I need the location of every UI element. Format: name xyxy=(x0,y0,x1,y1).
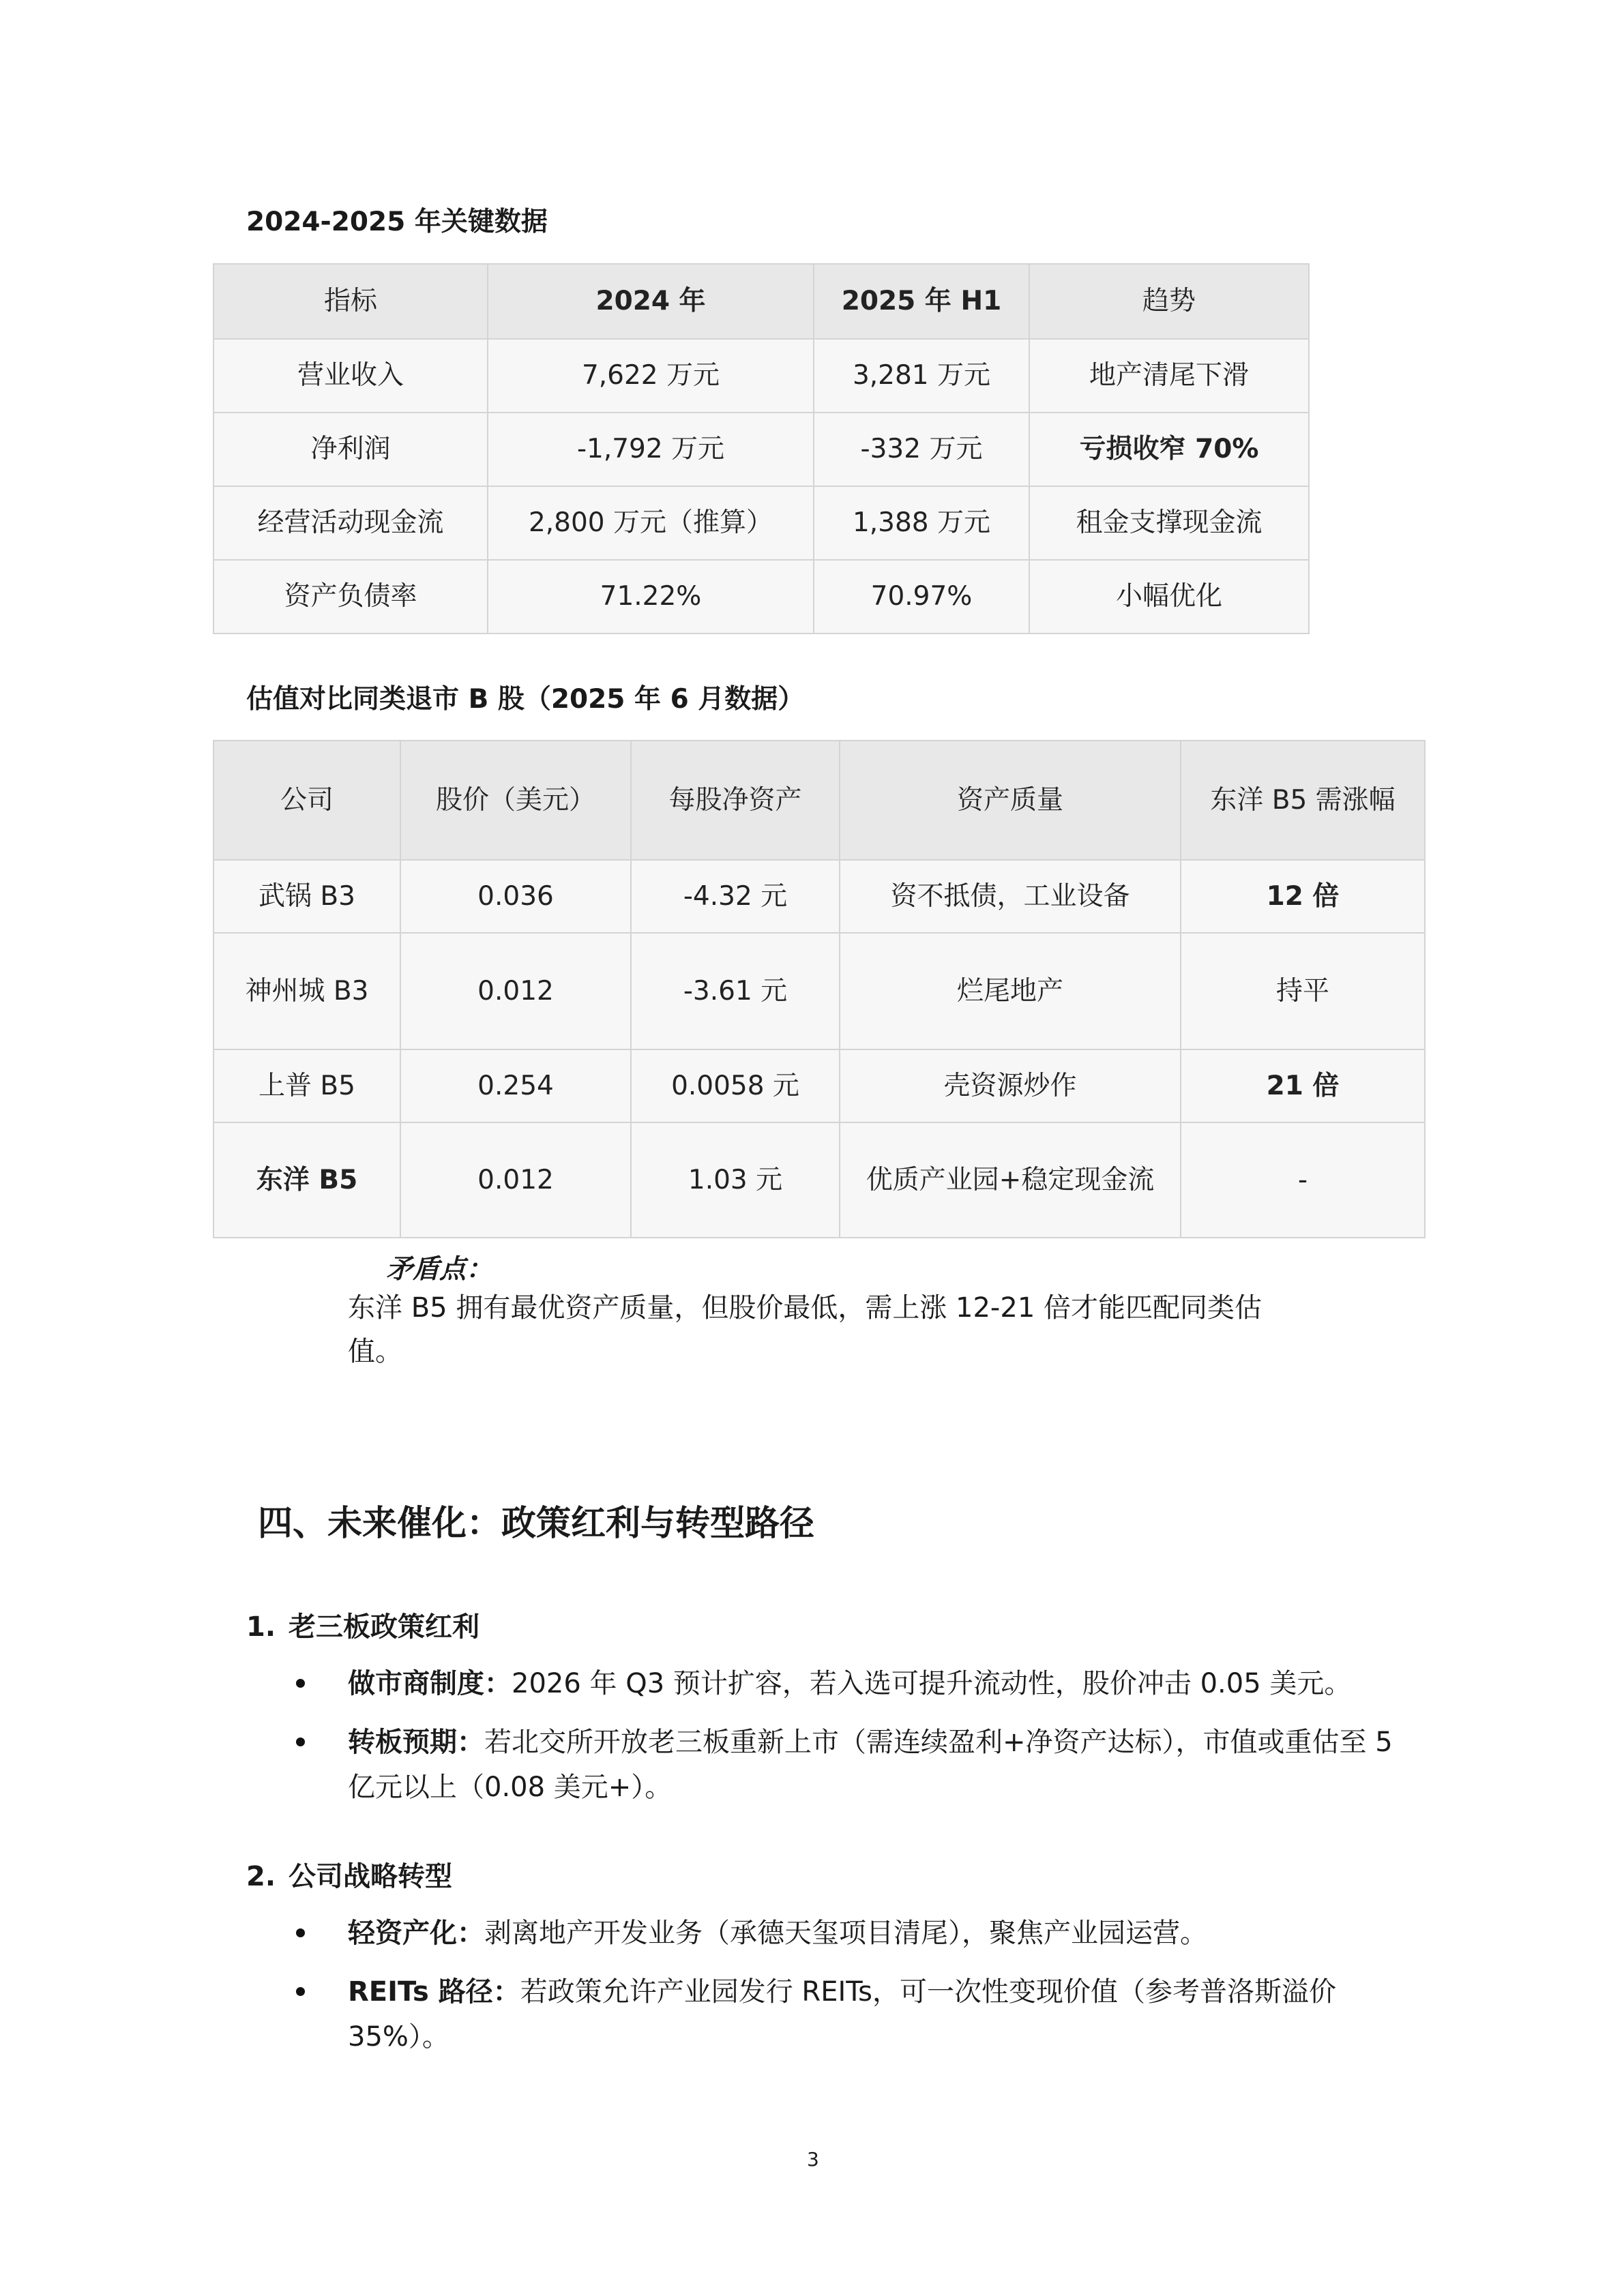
table-cell: -4.32 元 xyxy=(631,860,840,933)
table1-caption: 2024-2025 年关键数据 xyxy=(246,207,548,237)
table-cell: 0.254 xyxy=(400,1049,631,1122)
table-cell: 武锅 B3 xyxy=(213,860,400,933)
table-row xyxy=(213,933,1425,1049)
table-header-cell: 每股净资产 xyxy=(631,741,840,860)
item-lead: REITs 路径： xyxy=(348,1976,520,2008)
table-cell: 0.012 xyxy=(400,1122,631,1238)
table-header-cell: 2025 年 H1 xyxy=(814,264,1029,339)
item-text: 若政策允许产业园发行 REITs，可一次性变现价值（参考普洛斯溢价 35%）。 xyxy=(348,1976,1336,2053)
table-row xyxy=(213,1122,1425,1238)
table-cell: 租金支撑现金流 xyxy=(1029,486,1309,560)
table-cell: 资不抵债，工业设备 xyxy=(840,860,1181,933)
table-cell: 持平 xyxy=(1181,933,1425,1049)
table-cell: 优质产业园+稳定现金流 xyxy=(840,1122,1181,1238)
table-header-cell: 公司 xyxy=(213,741,400,860)
subsection-title: 老三板政策红利 xyxy=(289,1611,479,1643)
table-cell: 亏损收窄 70% xyxy=(1029,413,1309,486)
table-cell: 营业收入 xyxy=(213,339,488,413)
table-cell: -1,792 万元 xyxy=(488,413,814,486)
list-item xyxy=(348,1911,1398,1956)
table-cell: 2,800 万元（推算） xyxy=(488,486,814,560)
note-text: 东洋 B5 拥有最优资产质量，但股价最低，需上涨 12-21 倍才能匹配同类估值。 xyxy=(348,1292,1262,1367)
list-item xyxy=(348,1969,1398,2059)
note-title: 矛盾点： xyxy=(386,1254,493,1285)
subsection-number: 1. xyxy=(246,1611,276,1643)
table-cell: 东洋 B5 xyxy=(213,1122,400,1238)
subsection-title: 公司战略转型 xyxy=(289,1861,452,1892)
table-row xyxy=(213,860,1425,933)
table-cell: 0.036 xyxy=(400,860,631,933)
item-text: 若北交所开放老三板重新上市（需连续盈利+净资产达标），市值或重估至 5 亿元以上（0.08 美元+）。 xyxy=(348,1727,1393,1803)
bullet-icon xyxy=(296,1738,305,1746)
bullet-list xyxy=(348,1911,1398,2059)
table-cell: 资产负债率 xyxy=(213,560,488,633)
subsection-heading xyxy=(246,1605,479,1644)
table-cell: 小幅优化 xyxy=(1029,560,1309,633)
table-cell: 12 倍 xyxy=(1181,860,1425,933)
key-data-table xyxy=(213,263,1310,634)
table-cell: 7,622 万元 xyxy=(488,339,814,413)
section-heading: 四、未来催化：政策红利与转型路径 xyxy=(258,1504,815,1544)
table-cell: 壳资源炒作 xyxy=(840,1049,1181,1122)
table-cell: 0.0058 元 xyxy=(631,1049,840,1122)
table-cell: -332 万元 xyxy=(814,413,1029,486)
bullet-icon xyxy=(296,1679,305,1688)
item-text: 剥离地产开发业务（承德天玺项目清尾），聚焦产业园运营。 xyxy=(484,1918,1207,1949)
table-header-cell: 趋势 xyxy=(1029,264,1309,339)
table-cell: 经营活动现金流 xyxy=(213,486,488,560)
bullet-icon xyxy=(296,1928,305,1937)
table-header-cell: 指标 xyxy=(213,264,488,339)
table-cell: 1.03 元 xyxy=(631,1122,840,1238)
table-cell: -3.61 元 xyxy=(631,933,840,1049)
table-row xyxy=(213,413,1309,486)
table-cell: 70.97% xyxy=(814,560,1029,633)
table-row xyxy=(213,1049,1425,1122)
list-item xyxy=(348,1661,1398,1706)
table-header-cell: 股价（美元） xyxy=(400,741,631,860)
subsection-heading xyxy=(246,1855,452,1894)
page-number: 3 xyxy=(807,2148,819,2171)
table-cell: 71.22% xyxy=(488,560,814,633)
table-header-cell: 2024 年 xyxy=(488,264,814,339)
table-header-row xyxy=(213,741,1425,860)
table-cell: 3,281 万元 xyxy=(814,339,1029,413)
table-cell: 净利润 xyxy=(213,413,488,486)
table-row xyxy=(213,486,1309,560)
table-cell: 21 倍 xyxy=(1181,1049,1425,1122)
bullet-icon xyxy=(296,1987,305,1996)
item-lead: 做市商制度： xyxy=(348,1668,512,1699)
table-row xyxy=(213,560,1309,633)
table-cell: 神州城 B3 xyxy=(213,933,400,1049)
item-lead: 转板预期： xyxy=(348,1727,484,1758)
table-cell: 上普 B5 xyxy=(213,1049,400,1122)
item-text: 2026 年 Q3 预计扩容，若入选可提升流动性，股价冲击 0.05 美元。 xyxy=(512,1668,1352,1699)
valuation-comparison-table xyxy=(213,740,1426,1238)
table-header-row xyxy=(213,264,1309,339)
table-cell: 地产清尾下滑 xyxy=(1029,339,1309,413)
table-cell: 烂尾地产 xyxy=(840,933,1181,1049)
subsection-number: 2. xyxy=(246,1861,276,1892)
item-lead: 轻资产化： xyxy=(348,1918,484,1949)
table-header-cell: 资产质量 xyxy=(840,741,1181,860)
list-item xyxy=(348,1720,1398,1810)
table-cell: 1,388 万元 xyxy=(814,486,1029,560)
table-row xyxy=(213,339,1309,413)
table-cell: - xyxy=(1181,1122,1425,1238)
table2-caption: 估值对比同类退市 B 股（2025 年 6 月数据） xyxy=(246,684,805,715)
table-cell: 0.012 xyxy=(400,933,631,1049)
bullet-list xyxy=(348,1661,1398,1810)
table-header-cell: 东洋 B5 需涨幅 xyxy=(1181,741,1425,860)
